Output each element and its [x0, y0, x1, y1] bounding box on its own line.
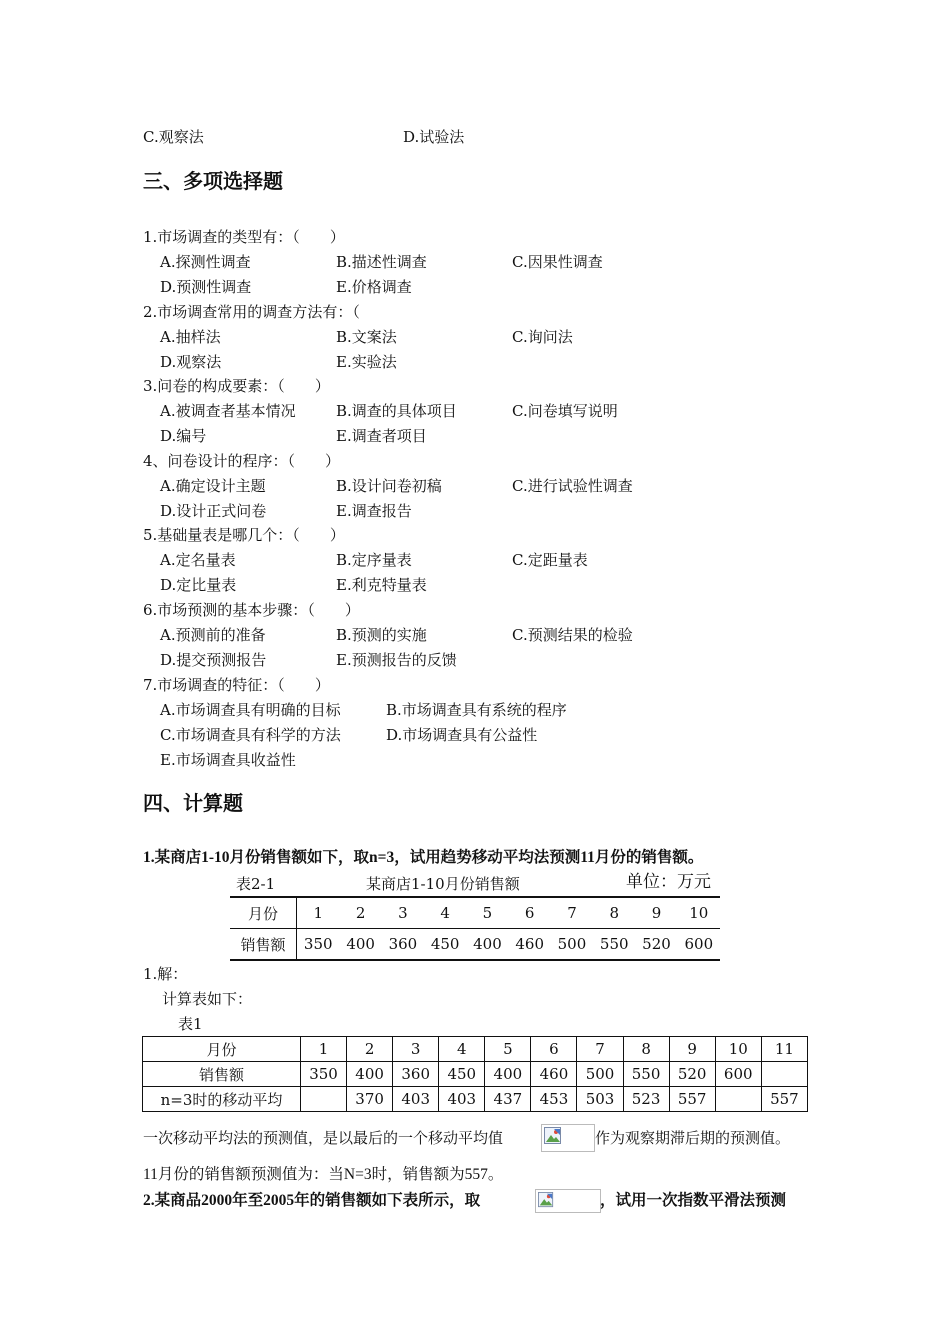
section-4-title: 四、计算题	[143, 791, 243, 815]
table-cell: 520	[669, 1062, 715, 1087]
q1-option-c: C.因果性调查	[512, 253, 603, 271]
q2-option-e: E.实验法	[336, 353, 397, 371]
question-1: 1.市场调查的类型有：（ ）	[143, 228, 345, 246]
table-1-label: 表1	[178, 1015, 203, 1033]
table-cell: 5	[485, 1037, 531, 1062]
table-cell: 9	[635, 897, 677, 929]
table-cell: 550	[599, 935, 629, 953]
table-cell: 8	[593, 897, 635, 929]
broken-image-icon	[538, 1192, 554, 1208]
formula-image-placeholder	[541, 1124, 595, 1152]
q4-option-d: D.设计正式问卷	[160, 502, 267, 520]
q6-option-d: D.提交预测报告	[160, 651, 267, 669]
table-cell: 600	[715, 1062, 761, 1087]
table-cell: 350	[303, 935, 333, 953]
broken-image-icon	[544, 1127, 562, 1145]
table-cell: 11	[761, 1037, 807, 1062]
table-cell: 6	[509, 897, 551, 929]
table-cell: 557	[669, 1087, 715, 1112]
table-cell: 500	[577, 1062, 623, 1087]
table-cell: 9	[669, 1037, 715, 1062]
q3-option-e: E.调查者项目	[336, 427, 427, 445]
calc-intro: 计算表如下：	[162, 990, 253, 1008]
alpha-image-placeholder	[535, 1189, 601, 1213]
question-4: 4、问卷设计的程序：（ ）	[143, 452, 341, 470]
table-2-1-title: 某商店1-10月份销售额	[366, 875, 520, 893]
table-cell: 400	[347, 1062, 393, 1087]
q1-option-b: B.描述性调查	[336, 253, 427, 271]
question-7: 7.市场调查的特征：（ ）	[143, 676, 330, 694]
table-header-cell: 销售额	[230, 929, 297, 961]
question-6: 6.市场预测的基本步骤：（ ）	[143, 601, 360, 619]
section-3-title: 三、多项选择题	[143, 169, 283, 193]
table-cell: 5	[466, 897, 508, 929]
q3-option-d: D.编号	[160, 427, 207, 445]
table-cell: 523	[623, 1087, 669, 1112]
problem-2-text-right: ，试用一次指数平滑法预测	[600, 1192, 787, 1209]
table-cell: 450	[439, 1062, 485, 1087]
table-cell: 1	[297, 897, 340, 929]
table-row	[143, 1062, 808, 1087]
q5-option-e: E.利克特量表	[336, 576, 427, 594]
table-cell	[761, 1062, 807, 1087]
table-cell: 460	[531, 1062, 577, 1087]
table-cell: 460	[515, 935, 545, 953]
problem-1-text: 1.某商店1-10月份销售额如下，取n=3，试用趋势移动平均法预测11月份的销售额。	[143, 849, 704, 866]
q6-option-a: A.预测前的准备	[160, 626, 266, 644]
table-cell: 10	[678, 897, 720, 929]
q1-option-a: A.探测性调查	[160, 253, 251, 271]
table-cell: 6	[531, 1037, 577, 1062]
q4-option-c: C.进行试验性调查	[512, 477, 633, 495]
table-row	[230, 929, 720, 961]
table-cell: 1	[301, 1037, 347, 1062]
q6-option-e: E.预测报告的反馈	[336, 651, 457, 669]
table-header-cell: n=3时的移动平均	[143, 1087, 301, 1112]
q3-option-a: A.被调查者基本情况	[160, 402, 296, 420]
q3-option-b: B.调查的具体项目	[336, 402, 457, 420]
table-row	[143, 1037, 808, 1062]
q6-option-b: B.预测的实施	[336, 626, 427, 644]
table-cell: 4	[424, 897, 466, 929]
q4-option-e: E.调查报告	[336, 502, 412, 520]
q2-option-b: B.文案法	[336, 328, 397, 346]
table-cell: 3	[393, 1037, 439, 1062]
q4-option-a: A.确定设计主题	[160, 477, 266, 495]
q7-option-b: B.市场调查具有系统的程序	[386, 701, 567, 719]
table-cell: 500	[557, 935, 587, 953]
q5-option-d: D.定比量表	[160, 576, 237, 594]
q6-option-c: C.预测结果的检验	[512, 626, 633, 644]
table-header-cell: 销售额	[143, 1062, 301, 1087]
table-cell: 437	[485, 1087, 531, 1112]
table-cell: 403	[393, 1087, 439, 1112]
explain-text-left: 一次移动平均法的预测值，是以最后的一个移动平均值	[143, 1129, 504, 1147]
table-cell: 370	[347, 1087, 393, 1112]
table-row	[143, 1087, 808, 1112]
table-cell: 550	[623, 1062, 669, 1087]
q2-option-a: A.抽样法	[160, 328, 221, 346]
question-3: 3.问卷的构成要素：（ ）	[143, 377, 330, 395]
option-c-top: C.观察法	[143, 128, 204, 146]
q7-option-c: C.市场调查具有科学的方法	[160, 726, 341, 744]
q5-option-c: C.定距量表	[512, 551, 588, 569]
table-cell: 7	[551, 897, 593, 929]
table-cell: 360	[393, 1062, 439, 1087]
q7-option-d: D.市场调查具有公益性	[386, 726, 538, 744]
table-cell: 350	[301, 1062, 347, 1087]
q3-option-c: C.问卷填写说明	[512, 402, 618, 420]
option-d-top: D.试验法	[403, 128, 465, 146]
table-cell: 400	[346, 935, 375, 953]
table-cell: 600	[684, 935, 714, 953]
table-cell: 8	[623, 1037, 669, 1062]
table-cell: 10	[715, 1037, 761, 1062]
table-2-1-unit: 单位：万元	[626, 872, 711, 892]
table-cell: 403	[439, 1087, 485, 1112]
table-row	[230, 897, 720, 929]
q1-option-e: E.价格调查	[336, 278, 412, 296]
answer-label: 1.解：	[143, 965, 188, 983]
q5-option-b: B.定序量表	[336, 551, 412, 569]
table-cell: 503	[577, 1087, 623, 1112]
table-2-1-label: 表2-1	[236, 875, 276, 893]
q5-option-a: A.定名量表	[160, 551, 236, 569]
table-header-cell: 月份	[230, 897, 297, 929]
table-cell: 400	[485, 1062, 531, 1087]
question-2: 2.市场调查常用的调查方法有：（	[143, 303, 360, 321]
table-cell: 2	[347, 1037, 393, 1062]
q1-option-d: D.预测性调查	[160, 278, 252, 296]
q2-option-c: C.询问法	[512, 328, 573, 346]
q7-option-e: E.市场调查具收益性	[160, 751, 296, 769]
forecast-text: 11月份的销售额预测值为：当N=3时，销售额为557。	[143, 1166, 504, 1183]
table-cell: 450	[430, 935, 460, 953]
table-cell: 2	[340, 897, 382, 929]
table-1	[142, 1036, 808, 1112]
table-cell: 453	[531, 1087, 577, 1112]
q7-option-a: A.市场调查具有明确的目标	[160, 701, 341, 719]
table-cell: 3	[382, 897, 424, 929]
table-cell	[715, 1087, 761, 1112]
table-header-cell: 月份	[143, 1037, 301, 1062]
explain-text-right: 作为观察期滞后期的预测值。	[595, 1129, 791, 1147]
table-cell: 400	[473, 935, 502, 953]
table-cell: 557	[761, 1087, 807, 1112]
table-cell: 360	[388, 935, 418, 953]
table-2-1	[230, 896, 720, 961]
table-cell: 7	[577, 1037, 623, 1062]
question-5: 5.基础量表是哪几个：（ ）	[143, 526, 345, 544]
q2-option-d: D.观察法	[160, 353, 222, 371]
table-cell: 520	[642, 935, 671, 953]
problem-2-text-left: 2.某商品2000年至2005年的销售额如下表所示，取	[143, 1192, 481, 1209]
table-cell: 4	[439, 1037, 485, 1062]
q4-option-b: B.设计问卷初稿	[336, 477, 442, 495]
table-cell	[301, 1087, 347, 1112]
